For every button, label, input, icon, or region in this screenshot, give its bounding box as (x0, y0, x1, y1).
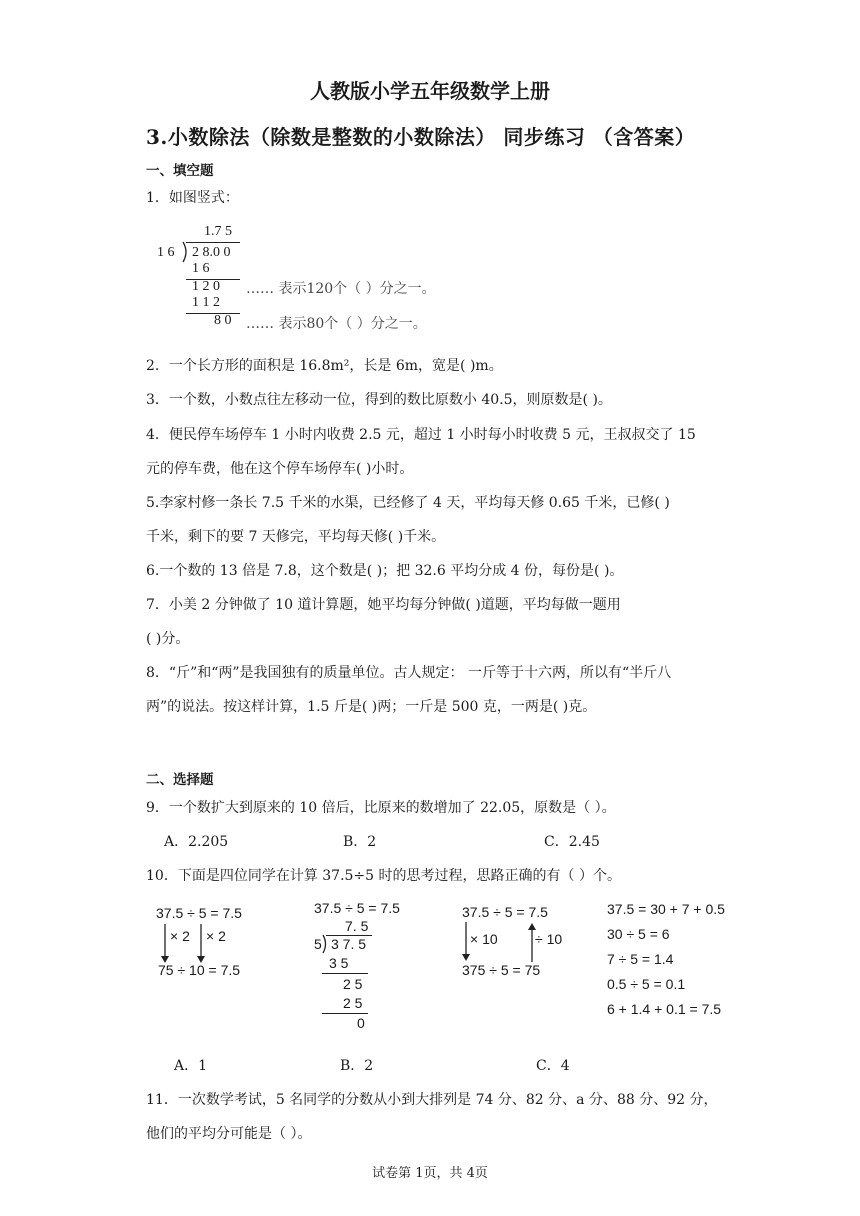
fig2-step1: 3 5 (329, 955, 349, 971)
question-7-line-1: 7．小美 2 分钟做了 10 道计算题，她平均每分钟做( )道题，平均每做一题用 (146, 597, 621, 613)
fig2-top-equation: 37.5 ÷ 5 = 7.5 (314, 900, 400, 916)
q1-division-bar (186, 242, 240, 243)
question-3-text: 3．一个数，小数点往左移动一位，得到的数比原数小 40.5，则原数是( )。 (146, 392, 612, 408)
page-title: 人教版小学五年级数学上册 (310, 79, 550, 103)
question-10-text: 10．下面是四位同学在计算 37.5÷5 时的思考过程，思路正确的有（ ）个。 (146, 868, 621, 884)
q1-step1: 1 6 (192, 261, 210, 276)
fig1-bottom-equation: 75 ÷ 10 = 7.5 (158, 962, 241, 978)
q1-step2: 1 2 0 (192, 279, 220, 294)
question-11-line-2: 他们的平均分可能是（ ）。 (146, 1126, 312, 1142)
fig1-multiplier-2: × 2 (206, 928, 226, 944)
section-heading-multiple-choice: 二、选择题 (146, 772, 214, 788)
page-subtitle: 3.小数除法（除数是整数的小数除法） 同步练习 （含答案） (146, 125, 696, 149)
question-5-line-2: 千米，剩下的要 7 天修完，平均每天修( )千米。 (146, 529, 446, 545)
question-8-line-1: 8．“斤”和“两”是我国独有的质量单位。古人规定： 一斤等于十六两，所以有“半斤八 (146, 665, 672, 681)
question-6-text: 6.一个数的 13 倍是 7.8，这个数是( )；把 32.6 平均分成 4 份，每份是( )。 (146, 563, 624, 579)
q9-option-c[interactable]: C．2.45 (544, 834, 600, 850)
question-5-line-1: 5.李家村修一条长 7.5 千米的水渠，已经修了 4 天，平均每天修 0.65 千米，已修( ) (146, 495, 670, 511)
q1-remainder: 8 0 (214, 313, 232, 328)
fig2-divisor: 5 (314, 936, 322, 952)
fig1-multiplier-1: × 2 (170, 928, 190, 944)
q10-option-c[interactable]: C．4 (536, 1058, 570, 1074)
fig2-division-bracket (321, 934, 329, 954)
fig4-line-5: 6 + 1.4 + 0.1 = 7.5 (607, 1001, 722, 1017)
fig3-multiplier: × 10 (470, 931, 498, 947)
q1-quotient: 1.7 5 (204, 224, 232, 239)
question-4-line-2: 元的停车费，他在这个停车场停车( )小时。 (146, 461, 414, 477)
fig3-bottom-equation: 375 ÷ 5 = 75 (462, 962, 541, 978)
fig2-line-1 (322, 973, 368, 974)
fig4-line-3: 7 ÷ 5 = 1.4 (607, 951, 674, 967)
fig3-divider: ÷ 10 (535, 931, 563, 947)
q1-step3: 1 1 2 (192, 295, 220, 310)
fig3-top-equation: 37.5 ÷ 5 = 7.5 (462, 904, 548, 920)
question-2-text: 2．一个长方形的面积是 16.8m²，长是 6m，宽是( )m。 (146, 358, 503, 374)
q1-note-80: …… 表示80个（ ）分之一。 (246, 316, 427, 332)
fig2-step2: 2 5 (343, 976, 363, 992)
q10-option-a[interactable]: A．1 (174, 1058, 208, 1074)
question-1-text: 1．如图竖式： (146, 190, 239, 206)
fig2-step3: 2 5 (343, 995, 363, 1011)
section-heading-fill-blank: 一、填空题 (146, 163, 214, 179)
question-8-line-2: 两”的说法。按这样计算，1.5 斤是( )两；一斤是 500 克，一两是( )克。 (146, 699, 597, 715)
fig4-line-1: 37.5 = 30 + 7 + 0.5 (607, 901, 725, 917)
q1-line-2 (186, 313, 240, 314)
page-footer: 试卷第 1页，共 4页 (372, 1166, 488, 1181)
q1-divisor: 1 6 (157, 245, 175, 260)
q9-option-a[interactable]: A．2.205 (164, 834, 229, 850)
question-11-line-1: 11．一次数学考试，5 名同学的分数从小到大排列是 74 分、82 分、a 分、88 分、92 分， (146, 1092, 718, 1108)
fig1-top-equation: 37.5 ÷ 5 = 7.5 (156, 905, 242, 921)
q10-option-b[interactable]: B．2 (340, 1058, 374, 1074)
fig2-remainder: 0 (357, 1015, 365, 1031)
question-7-line-2: ( )分。 (146, 631, 190, 647)
fig4-line-2: 30 ÷ 5 = 6 (607, 926, 670, 942)
fig2-dividend: 3 7. 5 (331, 936, 367, 952)
q1-dividend: 2 8.0 0 (192, 245, 231, 260)
q9-option-b[interactable]: B．2 (343, 834, 377, 850)
fig4-line-4: 0.5 ÷ 5 = 0.1 (607, 976, 686, 992)
question-4-line-1: 4．便民停车场停车 1 小时内收费 2.5 元，超过 1 小时每小时收费 5 元，王叔叔交了 15 (146, 427, 696, 443)
q1-note-120: …… 表示120个（ ）分之一。 (246, 281, 436, 297)
q1-division-bracket (180, 241, 190, 263)
question-9-text: 9．一个数扩大到原来的 10 倍后，比原来的数增加了 22.05，原数是（ ）。 (146, 800, 616, 816)
fig2-quotient: 7. 5 (345, 918, 369, 934)
